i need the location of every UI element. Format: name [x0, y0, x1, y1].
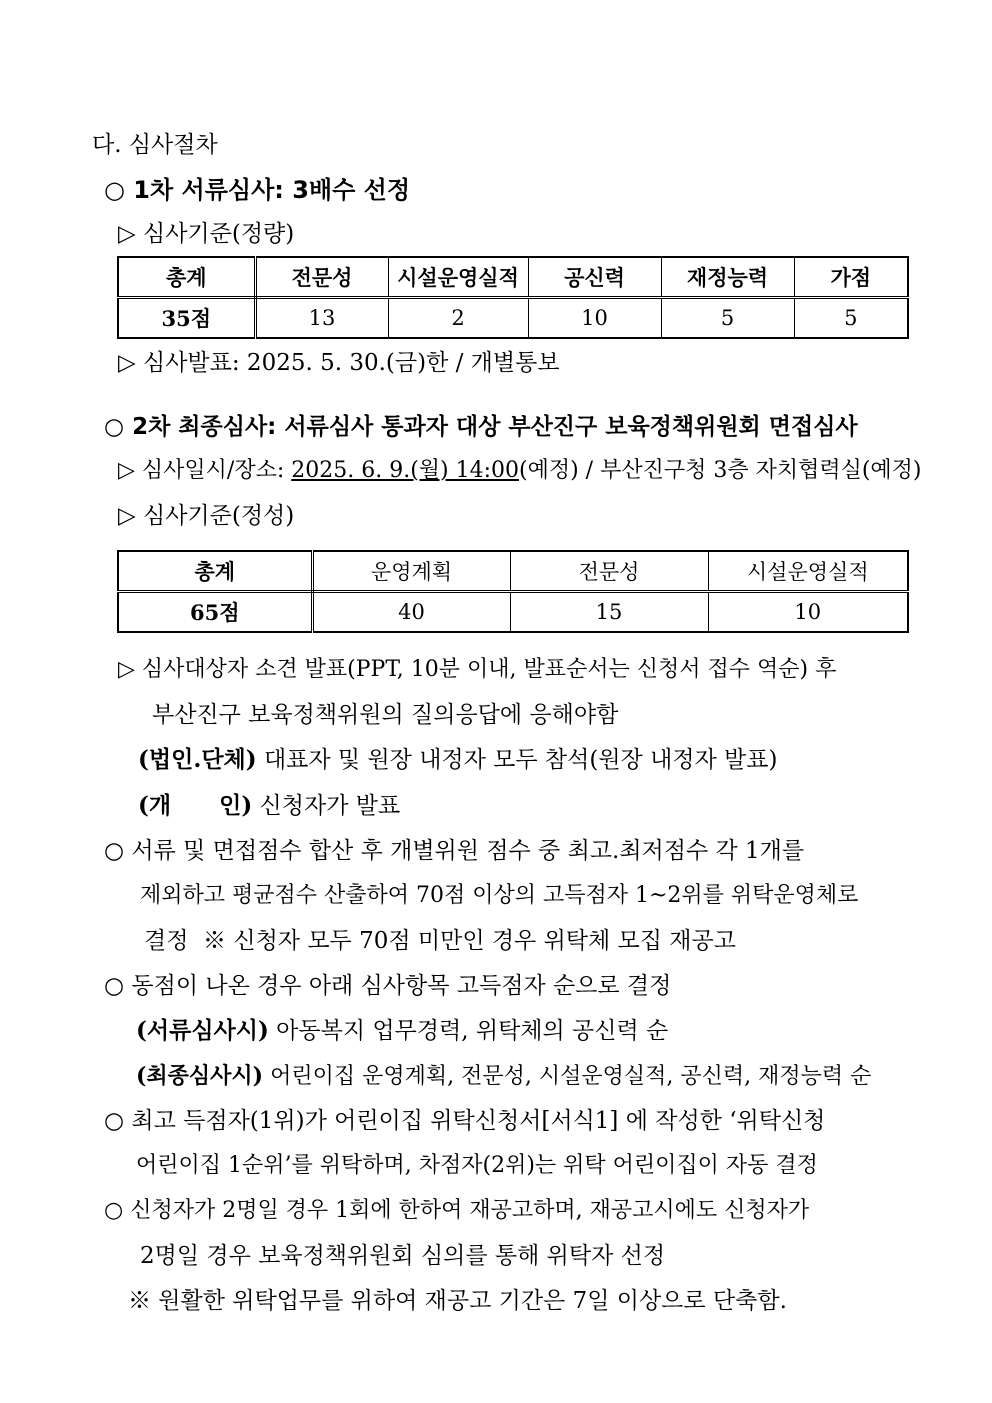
indiv-label: (개 인) — [138, 792, 253, 819]
tie-doc-line — [136, 1016, 668, 1046]
table-cell-total: 65점 — [118, 592, 312, 633]
table-cell-total: 35점 — [118, 298, 255, 339]
table-header-cell: 전문성 — [255, 257, 388, 298]
tie-final-text: 어린이집 운영계획, 전문성, 시설운영실적, 공신력, 재정능력 순 — [263, 1064, 872, 1089]
table-header-cell: 운영계획 — [312, 551, 510, 592]
corp-label: (법인.단체) — [138, 746, 257, 773]
stage2-score-table — [117, 550, 909, 633]
reannounce-line-2: 2명일 경우 보육정책위원회 심의를 통해 위탁자 선정 — [140, 1243, 666, 1269]
table-header-cell: 총계 — [118, 257, 255, 298]
indiv-text: 신청자가 발표 — [252, 793, 401, 819]
table-header-row — [118, 257, 908, 298]
reannounce-line-1: ○ 신청자가 2명일 경우 1회에 한하여 재공고하며, 재공고시에도 신청자가 — [104, 1198, 810, 1223]
stage2-criteria-label: ▷ 심사기준(정성) — [118, 503, 295, 529]
scoring-line-3: 결정 ※ 신청자 모두 70점 미만인 경우 위탁체 모집 재공고 — [144, 928, 736, 954]
tie-final-label: (최종심사시) — [136, 1063, 264, 1089]
table-cell: 5 — [661, 298, 794, 339]
stage1-criteria-label: ▷ 심사기준(정량) — [118, 221, 295, 247]
stage1-announce: ▷ 심사발표: 2025. 5. 30.(금)한 / 개별통보 — [118, 350, 560, 376]
winner-line-2: 어린이집 1순위’를 위탁하며, 차점자(2위)는 위탁 어린이집이 자동 결정 — [136, 1153, 818, 1178]
table-cell: 40 — [312, 592, 510, 633]
reannounce-note: ※ 원활한 위탁업무를 위하여 재공고 기간은 7일 이상으로 단축함. — [128, 1288, 787, 1314]
table-header-cell: 전문성 — [510, 551, 708, 592]
schedule-date: 2025. 6. 9.(월) 14:00 — [291, 458, 520, 483]
scoring-line-1: ○ 서류 및 면접점수 합산 후 개별위원 점수 중 최고.최저점수 각 1개를 — [104, 838, 805, 864]
table-cell: 15 — [510, 592, 708, 633]
tie-doc-text: 아동복지 업무경력, 위탁체의 공신력 순 — [268, 1018, 669, 1044]
table-row — [118, 298, 908, 339]
winner-line-1: ○ 최고 득점자(1위)가 어린이집 위탁신청서[서식1] 에 작성한 ‘위탁신청 — [104, 1108, 826, 1134]
table-header-cell: 시설운영실적 — [708, 551, 908, 592]
corp-text: 대표자 및 원장 내정자 모두 참석(원장 내정자 발표) — [256, 747, 778, 773]
tie-doc-label: (서류심사시) — [136, 1017, 269, 1044]
table-cell: 5 — [794, 298, 908, 339]
table-row — [118, 592, 908, 633]
present-line-1: ▷ 심사대상자 소견 발표(PPT, 10분 이내, 발표순서는 신청서 접수 역순) 후 — [118, 657, 837, 682]
table-header-row — [118, 551, 908, 592]
table-cell: 10 — [528, 298, 661, 339]
schedule-prefix: ▷ 심사일시/장소: — [118, 458, 292, 483]
table-header-cell: 공신력 — [528, 257, 661, 298]
stage2-heading: ○ 2차 최종심사: 서류심사 통과자 대상 부산진구 보육정책위원회 면접심사 — [104, 414, 858, 440]
table-cell: 2 — [388, 298, 528, 339]
stage2-schedule — [118, 456, 922, 486]
tie-line-1: ○ 동점이 나온 경우 아래 심사항목 고득점자 순으로 결정 — [104, 973, 672, 999]
table-header-cell: 재정능력 — [661, 257, 794, 298]
table-header-cell: 총계 — [118, 551, 312, 592]
corp-line — [138, 745, 777, 775]
table-header-cell: 가점 — [794, 257, 908, 298]
table-header-cell: 시설운영실적 — [388, 257, 528, 298]
table-cell: 13 — [255, 298, 388, 339]
present-line-2: 부산진구 보육정책위원의 질의응답에 응해야함 — [152, 702, 619, 728]
indiv-line — [138, 791, 400, 821]
table-cell: 10 — [708, 592, 908, 633]
stage1-heading: ○ 1차 서류심사: 3배수 선정 — [104, 176, 411, 204]
scoring-line-2: 제외하고 평균점수 산출하여 70점 이상의 고득점자 1~2위를 위탁운영체로 — [140, 883, 859, 908]
section-title: 다. 심사절차 — [92, 132, 218, 158]
tie-final-line — [136, 1061, 871, 1092]
stage1-score-table — [117, 256, 909, 339]
schedule-suffix: (예정) / 부산진구청 3층 자치협력실(예정) — [519, 458, 922, 483]
